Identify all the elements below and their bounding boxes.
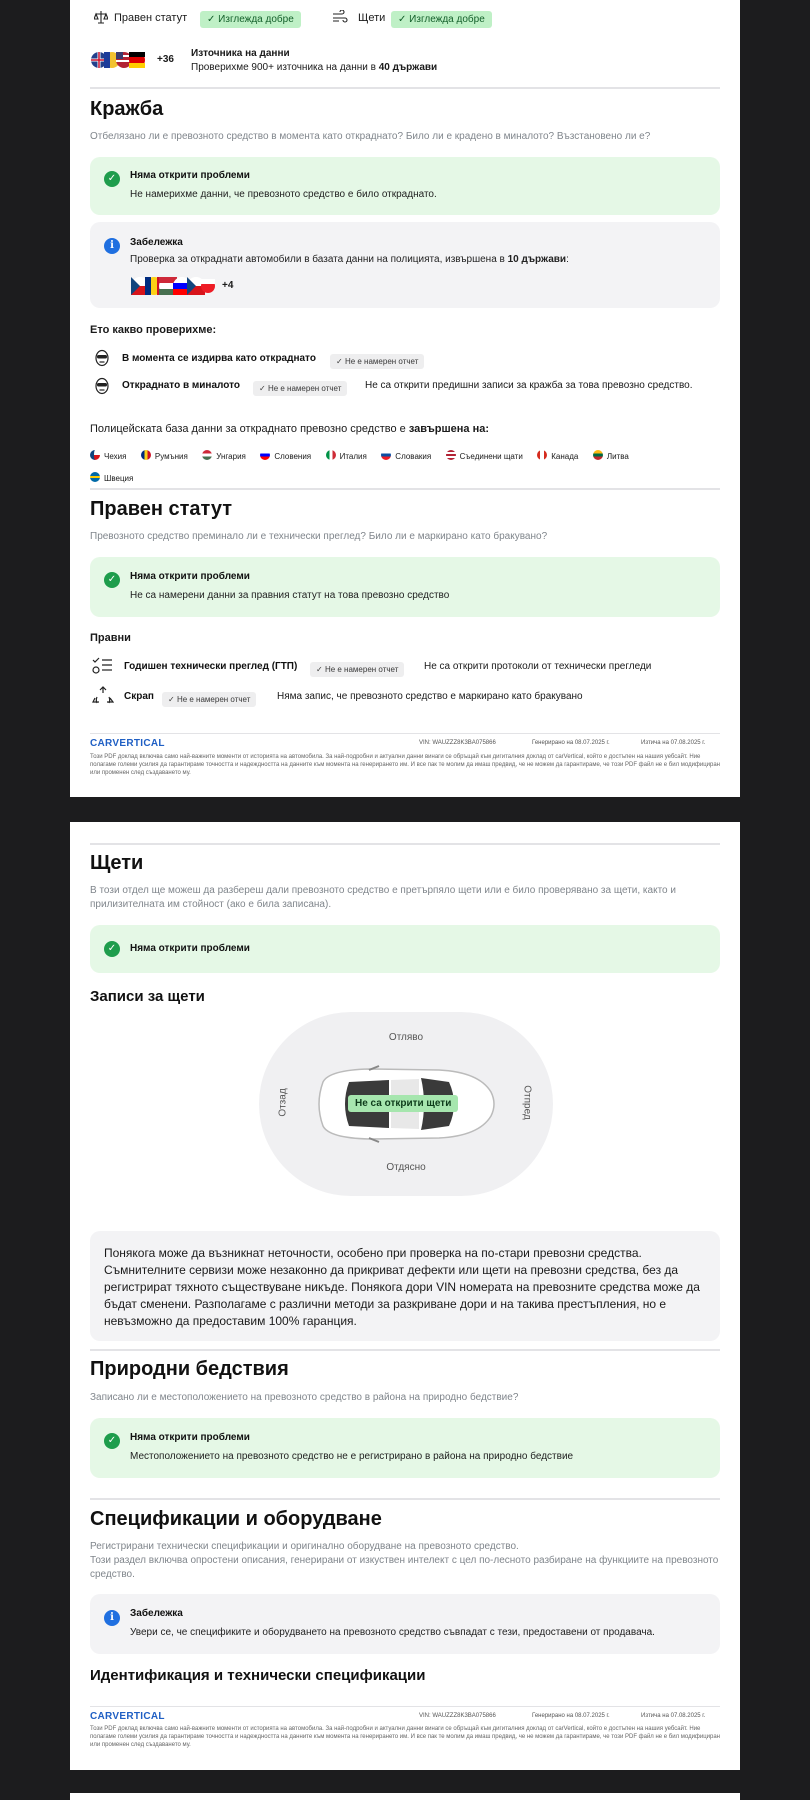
legal-ok-text: Не са намерени данни за правния статут на това превозно средство: [130, 590, 450, 601]
check-circle-icon: ✓: [104, 572, 120, 588]
car-side-left: Отляво: [388, 1032, 424, 1043]
specs-note-text: Увери се, че спецификите и оборудването на превозното средство съвпадат с тези, предоставени от продавача.: [130, 1627, 655, 1638]
legal-item1-text: Не са открити протоколи от технически прегледи: [424, 661, 652, 672]
country-item: Словакия: [381, 447, 431, 467]
slovenia-flag-icon: [260, 450, 270, 460]
country-item: Унгария: [202, 447, 246, 467]
country-item: Словения: [260, 447, 311, 467]
legal-section-heading: Правни: [90, 632, 131, 644]
legal-subtitle: Превозното средство преминало ли е технически преглед? Било ли е маркирано като бракувано?: [90, 531, 548, 542]
disasters-ok-box: [90, 1418, 720, 1478]
footer-divider: [90, 1706, 720, 1707]
check-circle-icon: ✓: [104, 171, 120, 187]
specs-title: Спецификации и оборудване: [90, 1508, 382, 1530]
damage-records-title: Записи за щети: [90, 988, 205, 1005]
country-item: Румъния: [141, 447, 188, 467]
specs-note-box: [90, 1594, 720, 1654]
theft-note-box: [90, 222, 720, 308]
report-page-2: [70, 822, 740, 1770]
lithuania-flag-icon: [593, 450, 603, 460]
theft-check2-badge: ✓ Не е намерен отчет: [253, 378, 347, 396]
damage-wind-icon: [332, 10, 348, 24]
disasters-ok-title: Няма открити проблеми: [130, 1432, 250, 1443]
theft-checked-heading: Ето какво проверихме:: [90, 324, 217, 336]
footer-disclaimer: Този PDF доклад включва само най-важните моменти от историята на автомобила. За най-подробни и актуални данни винаги се обръщай към дигиталния доклад от carVertical, който е достъпен на нашия уебсайт. Ние полагаме големи усилия да гарантираме точността и надеждността на данните към момента на генерирането им. И все пак те молим да имаш предвид, че не можем да гарантираме, че този PDF файл не е бил модифициран или променен след създаването му.: [90, 1726, 720, 1748]
check-icon: ✓: [259, 384, 268, 393]
footer-vin: VIN: WAUZZZ8K3BA075866: [419, 740, 496, 746]
theft-country-list: [90, 445, 690, 489]
theft-note-more: +4: [222, 280, 234, 291]
disasters-title: Природни бедствия: [90, 1358, 289, 1380]
theft-country-flags-cluster: [130, 276, 216, 296]
carvertical-logo: CARVERTICAL: [90, 1711, 165, 1722]
check-circle-icon: ✓: [104, 941, 120, 957]
theft-check1-label: В момента се издирва като откраднато: [122, 353, 316, 364]
footer-expires: Изтича на 07.08.2025 г.: [641, 1713, 706, 1719]
damage-status-badge: ✓ Изглежда добре: [391, 9, 492, 28]
legal-ok-box: [90, 557, 720, 617]
damage-car-diagram: [259, 1012, 553, 1196]
damage-title: Щети: [90, 852, 144, 874]
theft-note-title: Забележка: [130, 237, 183, 248]
sources-more-count: +36: [157, 54, 174, 65]
car-side-right: Отдясно: [386, 1162, 426, 1173]
check-icon: ✓: [336, 357, 345, 366]
legal-item2-badge: ✓ Не е намерен отчет: [162, 689, 256, 707]
car-side-rear: Отзад: [277, 1088, 289, 1117]
romania-flag-icon: [141, 450, 151, 460]
car-side-front: Отпред: [521, 1085, 533, 1120]
divider: [90, 1498, 720, 1500]
damage-disclaimer-box: [90, 1231, 720, 1341]
no-damage-badge: Не са открити щети: [348, 1095, 458, 1112]
report-page-3: [70, 1793, 740, 1800]
specs-note-title: Забележка: [130, 1608, 183, 1619]
specs-subtitle-2: Този раздел включва опростени описания, генерирани от изкуствен интелект с цел по-лесното разбиране на функциите на превозното средство.: [90, 1555, 719, 1580]
country-flags-cluster: [90, 51, 148, 69]
legal-item2-label: Скрап: [124, 691, 154, 702]
country-item: Чехия: [90, 447, 126, 467]
scale-icon: [94, 10, 108, 24]
sources-desc: Проверихме 900+ източника на данни в 40 държави: [191, 62, 438, 73]
theft-subtitle: Отбелязано ли е превозното средство в момента като откраднато? Било ли е крадено в миналото? Възстановено ли е?: [90, 131, 651, 142]
sources-title: Източника на данни: [191, 48, 290, 59]
check-icon: ✓: [207, 14, 219, 25]
theft-ok-title: Няма открити проблеми: [130, 170, 250, 181]
footer-expires: Изтича на 07.08.2025 г.: [641, 740, 706, 746]
thief-mask-icon: [94, 377, 110, 395]
divider: [90, 1349, 720, 1351]
country-item: Литва: [593, 447, 629, 467]
sweden-flag-icon: [90, 472, 100, 482]
recycle-icon: [92, 686, 114, 708]
divider: [90, 488, 720, 490]
damage-status-label: Щети: [358, 12, 386, 24]
info-icon: i: [104, 1610, 120, 1626]
info-icon: i: [104, 238, 120, 254]
specs-ident-title: Идентификация и технически спецификации: [90, 1667, 426, 1684]
theft-ok-box: [90, 157, 720, 215]
check-icon: ✓: [316, 665, 325, 674]
check-circle-icon: ✓: [104, 1433, 120, 1449]
theft-check1-badge: ✓ Не е намерен отчет: [330, 351, 424, 369]
country-item: Канада: [537, 447, 578, 467]
footer-generated: Генерирано на 08.07.2025 г.: [532, 740, 610, 746]
legal-item2-text: Няма запис, че превозното средство е маркирано като бракувано: [277, 691, 583, 702]
inspection-checklist-icon: [92, 656, 114, 676]
thief-mask-icon: [94, 349, 110, 367]
disasters-subtitle: Записано ли е местоположението на превозното средство в района на природно бедствие?: [90, 1392, 519, 1403]
damage-subtitle: В този отдел ще можеш да разбереш дали превозното средство е претърпяло щети или е било проверявано за щети, както и прилизителната им стойност (ако е била записана).: [90, 885, 676, 910]
legal-title: Правен статут: [90, 498, 233, 520]
footer-vin: VIN: WAUZZZ8K3BA075866: [419, 1713, 496, 1719]
check-icon: ✓: [168, 695, 177, 704]
theft-check2-text: Не са открити предишни записи за кражба за това превозно средство.: [365, 380, 693, 391]
damage-ok-box: [90, 925, 720, 973]
report-page-1: [70, 0, 740, 797]
legal-item1-label: Годишен технически преглед (ГТП): [124, 661, 298, 672]
divider: [90, 843, 720, 845]
legal-item1-badge: ✓ Не е намерен отчет: [310, 659, 404, 677]
footer-disclaimer: Този PDF доклад включва само най-важните моменти от историята на автомобила. За най-подробни и актуални данни винаги се обръщай към дигиталния доклад от carVertical, който е достъпен на нашия уебсайт. Ние полагаме големи усилия да гарантираме точността и надеждността на данните към момента на генерирането им. И все пак те молим да имаш предвид, че не можем да гарантираме, че този PDF файл не е бил модифициран или променен след създаването му.: [90, 754, 720, 776]
damage-disclaimer-text: Понякога може да възникнат неточности, особено при проверка на по-стари превозни средства. Съмнителните сервизи може незаконно да прикриват дефекти или щети на превозни средства, без да регистрират тяхното съществуване никъде. Понякога дори VIN номерата на превозните средства може да бъдат сменени. Разполагаме с различни методи за разкриване дори и на такива престъпления, но е невъзможно да предоставим 100% гаранция.: [104, 1246, 700, 1328]
czech-flag-icon: [90, 450, 100, 460]
italy-flag-icon: [326, 450, 336, 460]
country-item: Съединени щати: [446, 447, 523, 467]
footer-generated: Генерирано на 08.07.2025 г.: [532, 1713, 610, 1719]
theft-check2-label: Откраднато в миналото: [122, 380, 240, 391]
country-item: Италия: [326, 447, 367, 467]
damage-ok-title: Няма открити проблеми: [130, 943, 250, 954]
theft-note-text: Проверка за откраднати автомобили в базата данни на полицията, извършена в 10 държави:: [130, 254, 569, 265]
divider: [90, 87, 720, 89]
legal-status-badge: ✓ Изглежда добре: [200, 9, 301, 28]
usa-flag-icon: [446, 450, 456, 460]
specs-subtitle-1: Регистрирани технически спецификации и оригинално оборудване на превозното средство.: [90, 1541, 519, 1552]
country-item: Швеция: [90, 469, 133, 489]
hungary-flag-icon: [202, 450, 212, 460]
theft-ok-text: Не намерихме данни, че превозното средство е било откраднато.: [130, 189, 437, 200]
theft-title: Кражба: [90, 98, 164, 120]
check-icon: ✓: [398, 14, 410, 25]
disasters-ok-text: Местоположението на превозното средство не е регистрирано в района на природно бедствие: [130, 1451, 574, 1462]
footer-divider: [90, 733, 720, 734]
carvertical-logo: CARVERTICAL: [90, 738, 165, 749]
slovakia-flag-icon: [381, 450, 391, 460]
canada-flag-icon: [537, 450, 547, 460]
legal-status-label: Правен статут: [114, 12, 188, 24]
legal-ok-title: Няма открити проблеми: [130, 571, 250, 582]
theft-db-heading: Полицейската база данни за откраднато превозно средство е завършена на:: [90, 423, 490, 435]
